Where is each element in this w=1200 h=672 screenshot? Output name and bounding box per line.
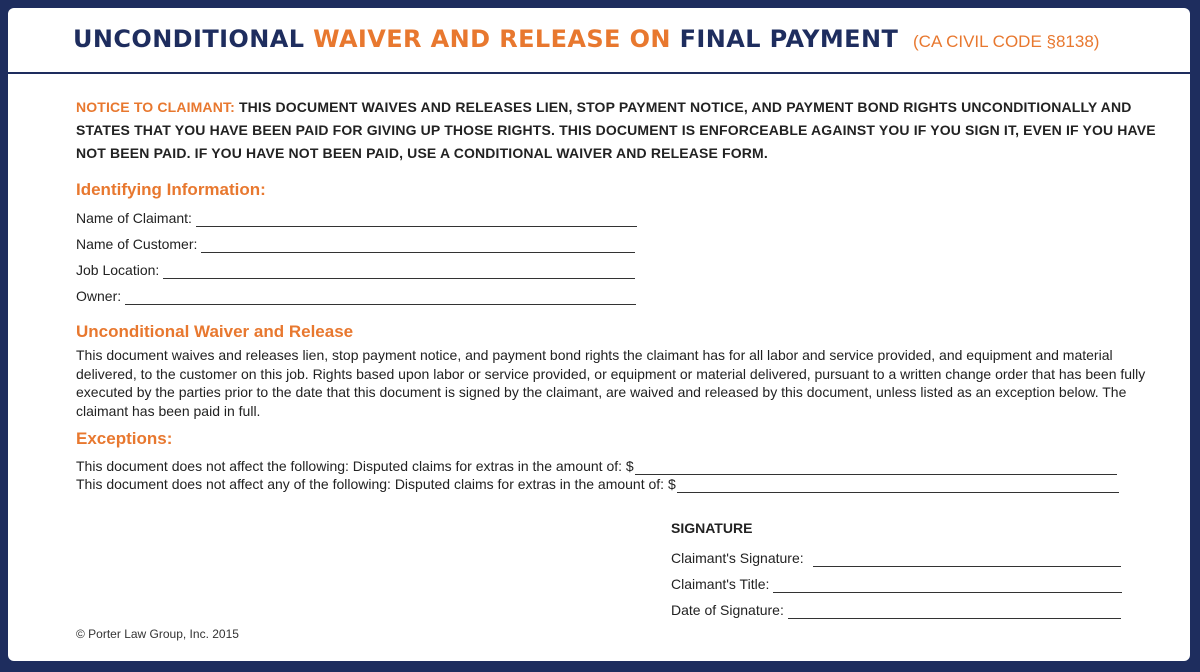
claimant-signature-line[interactable] [813, 552, 1121, 567]
identifying-information-heading: Identifying Information: [76, 180, 266, 199]
copyright-footer: © Porter Law Group, Inc. 2015 [76, 627, 239, 641]
document-header [8, 8, 1190, 74]
claimant-name-field[interactable] [76, 207, 637, 227]
unconditional-waiver-heading: Unconditional Waiver and Release [76, 322, 354, 341]
civil-code-reference: (CA CIVIL CODE §8138) [913, 32, 1100, 51]
claimant-signature-field[interactable] [671, 547, 1121, 567]
owner-line[interactable] [125, 290, 636, 305]
title-waiver-release: WAIVER AND RELEASE ON [313, 25, 671, 53]
exception-1-label: This document does not affect the following: Disputed claims for extras in the amount of: $ [76, 458, 634, 474]
job-location-line[interactable] [163, 264, 635, 279]
exception-line-1[interactable] [76, 455, 1117, 475]
document-title [73, 25, 1099, 53]
notice-to-claimant [76, 96, 1166, 165]
customer-name-field[interactable] [76, 233, 635, 253]
exception-2-amount-line[interactable] [677, 478, 1119, 493]
title-unconditional: UNCONDITIONAL [73, 25, 305, 53]
claimant-signature-label: Claimant's Signature: [671, 550, 804, 566]
date-of-signature-field[interactable] [671, 599, 1121, 619]
claimant-title-field[interactable] [671, 573, 1122, 593]
title-final-payment: FINAL PAYMENT [679, 25, 899, 53]
date-of-signature-line[interactable] [788, 604, 1121, 619]
waiver-body: This document waives and releases lien, stop payment notice, and payment bond rights the claimant has for all labor and service provided, and equipment and material delivered, to the customer on this job. Rights based upon labor or service provided, or equipment or material delivered, pursuant to a written change order that has been fully executed by the parties prior to the date that this document is signed by the claimant, are waived and released by this document, unless listed as an exception below. The claimant has been paid in full. [76, 347, 1146, 419]
date-of-signature-label: Date of Signature: [671, 602, 784, 618]
owner-label: Owner: [76, 288, 122, 304]
job-location-field[interactable] [76, 259, 635, 279]
notice-label: NOTICE TO CLAIMANT: [76, 99, 235, 115]
signature-heading: SIGNATURE [671, 520, 753, 536]
exception-line-2[interactable] [76, 473, 1119, 493]
customer-name-line[interactable] [201, 238, 635, 253]
job-location-label: Job Location: [76, 262, 160, 278]
owner-field[interactable] [76, 285, 636, 305]
claimant-name-label: Name of Claimant: [76, 210, 192, 226]
claimant-title-line[interactable] [773, 578, 1122, 593]
exceptions-heading: Exceptions: [76, 429, 173, 448]
notice-text: THIS DOCUMENT WAIVES AND RELEASES LIEN, STOP PAYMENT NOTICE, AND PAYMENT BOND RIGHTS UNCONDITIONALLY AND STATES THAT YOU HAVE BEEN PAID FOR GIVING UP THOSE RIGHTS. THIS DOCUMENT IS ENFORCEABLE AGAINST YOU IF YOU SIGN IT, EVEN IF YOU HAVE NOT BEEN PAID. IF YOU HAVE NOT BEEN PAID, USE A CONDITIONAL WAIVER AND RELEASE FORM. [76, 99, 1156, 161]
claimant-title-label: Claimant's Title: [671, 576, 770, 592]
claimant-name-line[interactable] [196, 212, 637, 227]
exception-2-label: This document does not affect any of the following: Disputed claims for extras in the amount of: $ [76, 476, 676, 492]
customer-name-label: Name of Customer: [76, 236, 198, 252]
document-card [8, 8, 1190, 661]
